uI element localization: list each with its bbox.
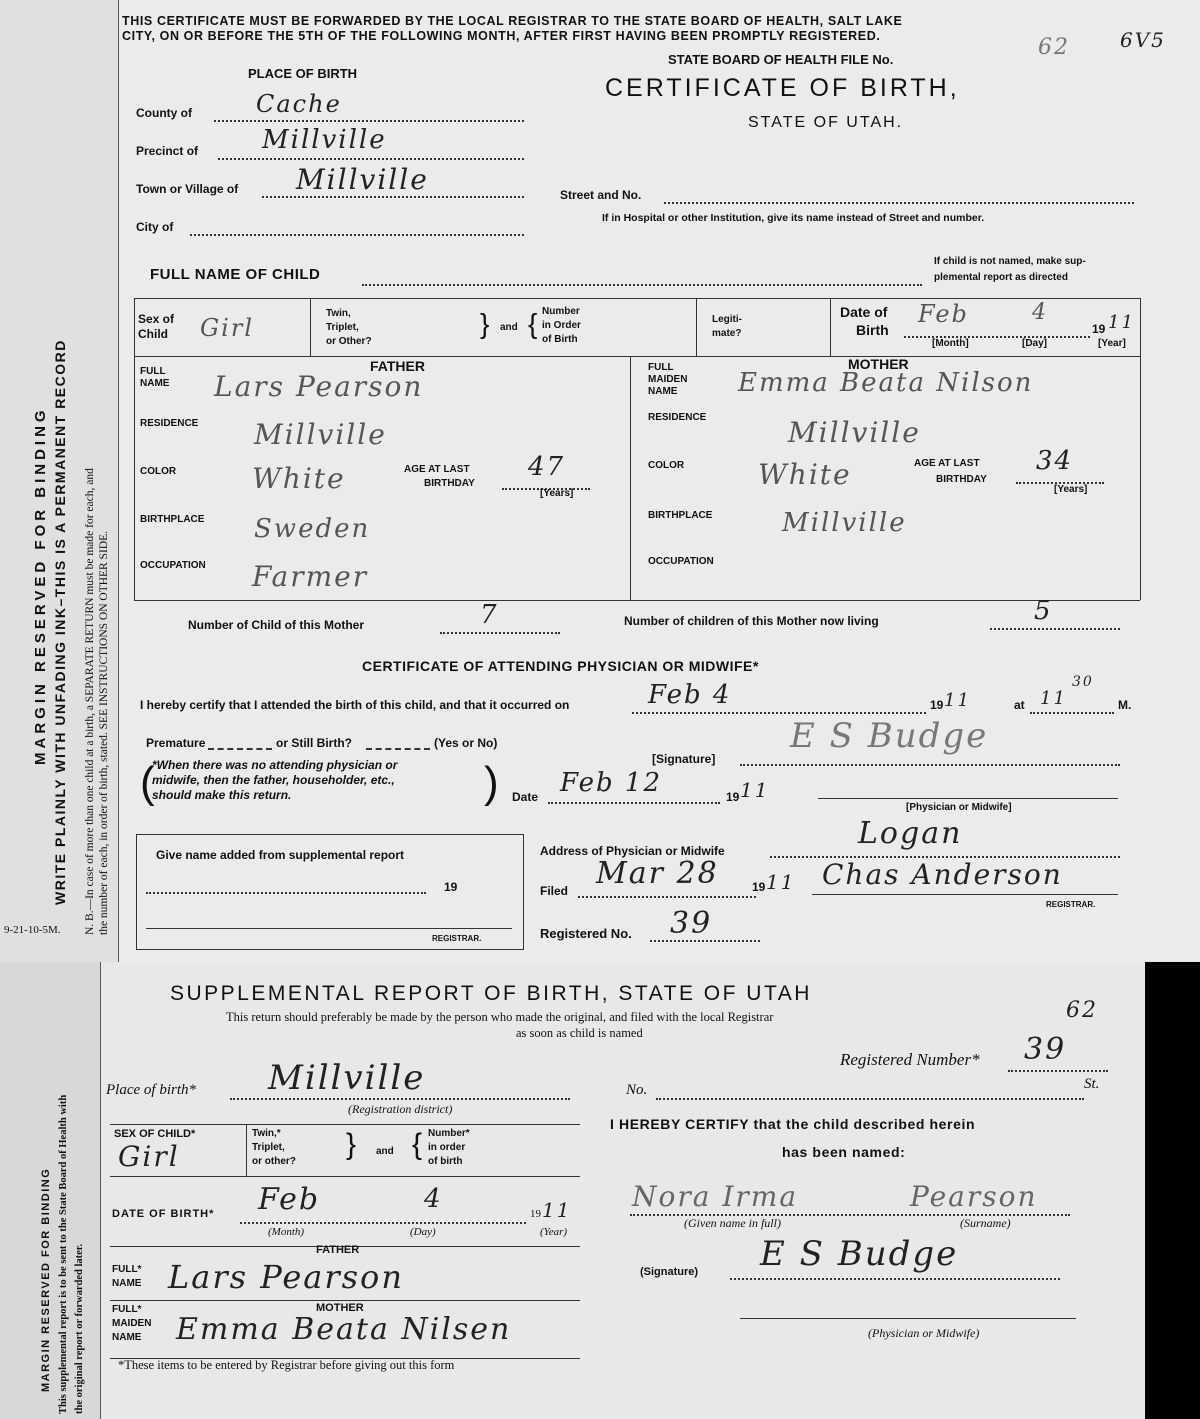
supp-and-label: and	[376, 1146, 394, 1157]
supp-month-label: (Month)	[268, 1226, 305, 1238]
supp-signature-label: (Signature)	[640, 1266, 699, 1278]
father-age-label-2: BIRTHDAY	[424, 478, 475, 489]
certificate-title: CERTIFICATE OF BIRTH,	[605, 74, 960, 102]
number-label-2: in Order	[542, 320, 581, 331]
file-number-label: STATE BOARD OF HEALTH FILE No.	[668, 52, 894, 67]
number-label-1: Number	[542, 306, 580, 317]
filed-year-print: 19	[752, 880, 766, 894]
supp-place-label: Place of birth*	[106, 1082, 196, 1098]
mother-years-bracket: [Years]	[1054, 484, 1088, 495]
month-bracket: [Month]	[932, 338, 969, 349]
supp-twin-1: Twin,*	[252, 1128, 281, 1139]
father-age-value: 47	[528, 452, 566, 482]
father-name-value: Lars Pearson	[214, 370, 424, 403]
supp-day-label: (Day)	[410, 1226, 436, 1238]
supp-birth-year-print: 19	[530, 1208, 541, 1220]
sex-value: Girl	[200, 314, 254, 342]
mother-birthplace-label: BIRTHPLACE	[648, 510, 713, 521]
birth-month-value: Feb	[918, 300, 969, 328]
father-occupation-label: OCCUPATION	[140, 560, 206, 571]
occurred-date-value: Feb 4	[648, 680, 732, 710]
and-label: and	[500, 322, 518, 333]
supp-intro-2: as soon as child is named	[516, 1026, 643, 1040]
supp-surname-label: (Surname)	[960, 1216, 1011, 1230]
mother-age-label-2: BIRTHDAY	[936, 474, 987, 485]
brace-left: }	[480, 308, 490, 339]
registrar-signature: Chas Anderson	[822, 858, 1063, 891]
physician-midwife-label: [Physician or Midwife]	[906, 802, 1012, 813]
legitimate-label-1: Legiti-	[712, 314, 742, 325]
supp-title: SUPPLEMENTAL REPORT OF BIRTH, STATE OF UTAH	[170, 982, 812, 1005]
mother-name-value: Emma Beata Nilson	[738, 368, 1034, 398]
father-age-label-1: AGE AT LAST	[404, 464, 470, 475]
supp-corner-number: 62	[1066, 998, 1098, 1023]
twin-label-1: Twin,	[326, 308, 351, 319]
supp-brace-right: {	[412, 1128, 423, 1161]
mother-residence-label: RESIDENCE	[648, 412, 707, 423]
supp-st-label: St.	[1084, 1076, 1100, 1092]
precinct-value: Millville	[262, 125, 387, 155]
child-number-value: 7	[480, 600, 499, 630]
father-residence-label: RESIDENCE	[140, 418, 199, 429]
mother-heading: MOTHER	[848, 356, 909, 372]
father-years-bracket: [Years]	[540, 488, 574, 499]
supp-place-value: Millville	[268, 1058, 426, 1098]
supp-margin-binding-note: MARGIN RESERVED FOR BINDING	[40, 1167, 52, 1392]
mother-name-label: NAME	[648, 386, 678, 397]
form-code: 9-21-10-5M.	[4, 924, 61, 936]
supp-physician-label: (Physician or Midwife)	[868, 1326, 980, 1340]
note-brace-left: (	[140, 758, 155, 807]
supplemental-box-year: 19	[444, 880, 458, 894]
unnamed-note-1: If child is not named, make sup-	[934, 256, 1086, 267]
supplemental-box-label: Give name added from supplemental report	[156, 848, 405, 862]
children-living-label: Number of children of this Mother now living	[624, 614, 879, 628]
date-label: Date	[512, 790, 539, 804]
mother-birthplace-value: Millville	[782, 508, 907, 538]
precinct-label: Precinct of	[136, 144, 199, 158]
occurred-year-print: 19	[930, 698, 944, 712]
filed-date-value: Mar 28	[596, 856, 719, 891]
premature-label: Premature	[146, 736, 206, 750]
supp-birth-month: Feb	[258, 1182, 321, 1217]
sex-label: Sex of Child	[138, 312, 175, 341]
supp-number-1: Number*	[428, 1128, 470, 1139]
file-number-value: 62	[1038, 35, 1070, 60]
occurred-time-value: 11	[1040, 688, 1067, 709]
town-label: Town or Village of	[136, 182, 239, 196]
father-name-label: NAME	[140, 378, 170, 389]
number-label-3: of Birth	[542, 334, 578, 345]
supp-no-label: No.	[626, 1082, 648, 1098]
supp-given-label: (Given name in full)	[684, 1216, 781, 1230]
mother-age-value: 34	[1036, 446, 1074, 476]
supp-signature-value: E S Budge	[760, 1234, 959, 1274]
supp-brace-left: }	[346, 1128, 357, 1161]
supp-footer-note: *These items to be entered by Registrar before giving out this form	[118, 1358, 455, 1372]
twin-label-2: Triplet,	[326, 322, 359, 333]
child-number-label: Number of Child of this Mother	[188, 618, 364, 632]
no-attendant-note: *When there was no attending physician or midwife, then the father, householder, etc., should make this return.	[152, 758, 398, 802]
nb-note-line1: N. B.—In case of more than one child at a birth, a SEPARATE RETURN must be made for each, and	[84, 468, 96, 935]
header-instruction-1: THIS CERTIFICATE MUST BE FORWARDED BY THE LOCAL REGISTRAR TO THE STATE BOARD OF HEALTH, SALT LAKE	[122, 14, 903, 28]
occurred-year-value: 11	[944, 690, 971, 711]
supp-father-name-label: NAME	[112, 1278, 142, 1289]
physician-heading: CERTIFICATE OF ATTENDING PHYSICIAN OR MIDWIFE*	[362, 658, 759, 674]
father-full-label: FULL	[140, 366, 166, 377]
supp-year-label: (Year)	[540, 1226, 568, 1238]
mother-color-value: White	[758, 458, 852, 491]
header-instruction-2: CITY, ON OR BEFORE THE 5TH OF THE FOLLOWING MONTH, AFTER FIRST HAVING BEEN PROMPTLY REGISTERED.	[122, 29, 881, 43]
supp-birth-day: 4	[424, 1184, 443, 1214]
registered-no-label: Registered No.	[540, 926, 632, 941]
supp-margin-note-2: the original report or forwarded later.	[74, 1243, 85, 1414]
unnamed-note-2: plemental report as directed	[934, 272, 1068, 283]
father-occupation-value: Farmer	[252, 560, 369, 593]
nb-note-line2: the number of each, in order of birth, stated. SEE INSTRUCTIONS ON OTHER SIDE.	[98, 530, 110, 935]
signature-label: [Signature]	[652, 752, 716, 766]
signed-year-value: 11	[740, 778, 770, 802]
birth-year-print: 19	[1092, 322, 1106, 336]
still-birth-label: or Still Birth?	[276, 736, 352, 750]
birth-year-value: 11	[1108, 312, 1135, 333]
supp-mother-maiden-label: MAIDEN	[112, 1318, 152, 1329]
legitimate-label-2: mate?	[712, 328, 742, 339]
address-label: Address of Physician or Midwife	[540, 844, 725, 858]
supp-father-name: Lars Pearson	[168, 1258, 404, 1296]
birth-day-value: 4	[1032, 300, 1048, 325]
county-label: County of	[136, 106, 192, 120]
file-number-extra: 6V5	[1120, 28, 1166, 52]
full-name-label: FULL NAME OF CHILD	[150, 266, 321, 283]
date-of-birth-label-2: Birth	[856, 322, 889, 338]
registrar-label: REGISTRAR.	[1046, 900, 1096, 909]
day-bracket: [Day]	[1022, 338, 1048, 349]
supp-birth-year-value: 11	[542, 1198, 572, 1222]
address-value: Logan	[858, 816, 963, 851]
certificate-subtitle: STATE OF UTAH.	[748, 114, 904, 131]
mother-residence-value: Millville	[788, 416, 921, 449]
place-of-birth-heading: PLACE OF BIRTH	[248, 66, 358, 81]
supp-registered-number-value: 39	[1024, 1032, 1067, 1067]
supp-twin-2: Triplet,	[252, 1142, 285, 1153]
filed-label: Filed	[540, 884, 569, 898]
father-residence-value: Millville	[254, 418, 387, 451]
supp-twin-3: or other?	[252, 1156, 296, 1167]
occurred-time-minutes: 30	[1072, 674, 1094, 690]
mother-maiden-label: MAIDEN	[648, 374, 688, 385]
supp-sex-label: SEX OF CHILD*	[114, 1128, 196, 1140]
signed-date-value: Feb 12	[560, 768, 662, 798]
father-heading: FATHER	[370, 358, 425, 374]
note-brace-right: )	[484, 758, 499, 807]
year-bracket: [Year]	[1098, 338, 1126, 349]
signed-year-print: 19	[726, 790, 740, 804]
mother-full-label: FULL	[648, 362, 674, 373]
supp-date-label: DATE OF BIRTH*	[112, 1208, 215, 1220]
hospital-note: If in Hospital or other Institution, give its name instead of Street and number.	[602, 212, 985, 224]
permanent-record-note: WRITE PLAINLY WITH UNFADING INK–THIS IS A PERMANENT RECORD	[52, 339, 68, 905]
supplemental-report	[0, 962, 1145, 1419]
mother-age-label-1: AGE AT LAST	[914, 458, 980, 469]
city-label: City of	[136, 220, 174, 234]
at-label: at	[1014, 698, 1025, 712]
brace-right: {	[528, 308, 538, 339]
supp-mother-heading: MOTHER	[316, 1302, 364, 1314]
supp-father-heading: FATHER	[316, 1244, 360, 1256]
margin-binding-note: MARGIN RESERVED FOR BINDING	[32, 406, 49, 765]
father-color-label: COLOR	[140, 466, 177, 477]
supp-surname: Pearson	[910, 1180, 1038, 1213]
supp-intro-1: This return should preferably be made by the person who made the original, and filed with the local Registrar	[226, 1010, 774, 1024]
father-birthplace-label: BIRTHPLACE	[140, 514, 205, 525]
county-value: Cache	[256, 90, 342, 118]
yes-no-label: (Yes or No)	[434, 736, 498, 750]
father-color-value: White	[252, 462, 346, 495]
supp-mother-name: Emma Beata Nilsen	[176, 1312, 512, 1347]
children-living-value: 5	[1034, 596, 1053, 626]
supp-certify-1: I HEREBY CERTIFY that the child described herein	[610, 1116, 976, 1132]
father-birthplace-value: Sweden	[254, 514, 371, 544]
supp-margin-note-1: This supplemental report is to be sent to the State Board of Health with	[58, 1094, 69, 1414]
supp-certify-2: has been named:	[782, 1144, 906, 1160]
supp-number-3: of birth	[428, 1156, 463, 1167]
date-of-birth-label-1: Date of	[840, 304, 888, 320]
physician-signature: E S Budge	[790, 716, 989, 756]
meridian-label: M.	[1118, 698, 1132, 712]
twin-label-3: or Other?	[326, 336, 372, 347]
supp-mother-full-label: FULL*	[112, 1304, 142, 1315]
mother-color-label: COLOR	[648, 460, 685, 471]
supp-father-full-label: FULL*	[112, 1264, 142, 1275]
supp-registration-district: (Registration district)	[348, 1102, 453, 1116]
registered-no-value: 39	[670, 906, 713, 941]
supp-given-name: Nora Irma	[632, 1180, 799, 1213]
supp-sex-value: Girl	[118, 1140, 180, 1173]
supp-number-2: in order	[428, 1142, 466, 1153]
certify-text: I hereby certify that I attended the birth of this child, and that it occurred on	[140, 698, 570, 712]
supplemental-registrar-label: REGISTRAR.	[432, 934, 482, 943]
supp-mother-name-label: NAME	[112, 1332, 142, 1343]
town-value: Millville	[296, 163, 429, 196]
mother-occupation-label: OCCUPATION	[648, 556, 714, 567]
supp-registered-number-label: Registered Number*	[840, 1050, 980, 1069]
filed-year-value: 11	[766, 870, 796, 894]
street-label: Street and No.	[560, 188, 642, 202]
